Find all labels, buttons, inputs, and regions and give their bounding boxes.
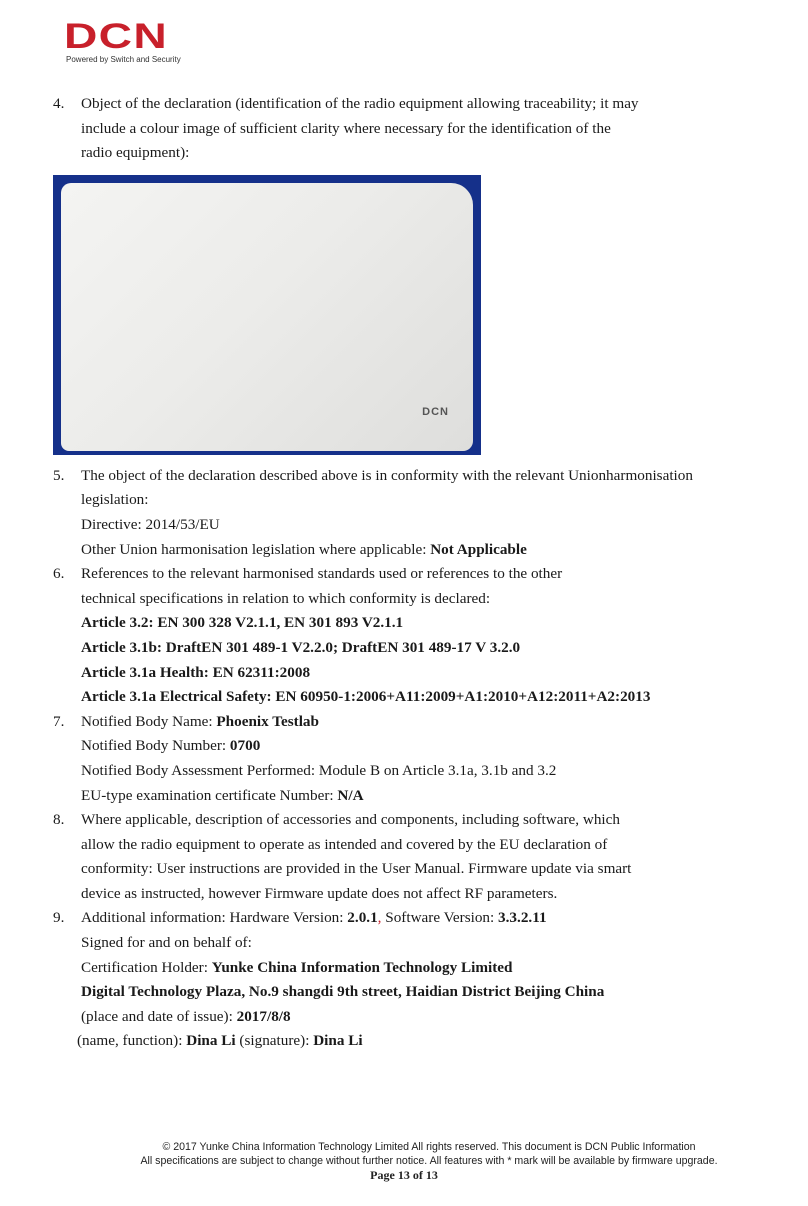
article-standard: Article 3.1a Electrical Safety: EN 60950-1:2006+A11:2009+A1:2010+A12:2011+A2:2013 (81, 688, 651, 706)
item-number: 5. (53, 466, 65, 484)
copyright-line: © 2017 Yunke China Information Technology Limited All rights reserved. This document is DCN Public Information (162, 1141, 696, 1153)
text-line: The object of the declaration described above is in conformity with the relevant Unionharmonisation (81, 466, 693, 484)
text-line: conformity: User instructions are provided in the User Manual. Firmware update via smart (81, 860, 632, 878)
item-6 (53, 562, 763, 710)
name-signature: (name, function): Dina Li (signature): Dina Li (77, 1032, 363, 1050)
article-standard: Article 3.1a Health: EN 62311:2008 (81, 663, 311, 681)
page-footer (0, 1141, 808, 1183)
text-line: Object of the declaration (identification of the radio equipment allowing traceability; it may (81, 95, 639, 112)
holder-address: Digital Technology Plaza, No.9 shangdi 9th street, Haidian District Beijing China (81, 983, 605, 1001)
article-standard: Article 3.2: EN 300 328 V2.1.1, EN 301 893 V2.1.1 (81, 614, 404, 632)
other-legislation-value: Not Applicable (430, 540, 527, 558)
logo-tagline: Powered by Switch and Security (66, 55, 181, 64)
text-line: Where applicable, description of accessories and components, including software, which (81, 811, 620, 829)
other-legislation-label: Other Union harmonisation legislation where applicable: (81, 540, 431, 558)
page-number: Page 13 of 13 (370, 1168, 438, 1182)
item-number: 6. (53, 565, 65, 583)
assessment-performed: Notified Body Assessment Performed: Module B on Article 3.1a, 3.1b and 3.2 (81, 761, 557, 779)
disclaimer-line: All specifications are subject to change without further notice. All features with * mark will be available by firmware upgrade. (140, 1154, 718, 1167)
declaration-body (53, 92, 763, 1054)
item-number: 8. (53, 811, 65, 829)
item-8 (53, 808, 763, 906)
directive: Directive: 2014/53/EU (81, 515, 220, 533)
notified-body-number: Notified Body Number: 0700 (81, 737, 261, 755)
text-line: include a colour image of sufficient clarity where necessary for the identification of the (81, 119, 611, 137)
place-date-of-issue: (place and date of issue): 2017/8/8 (81, 1007, 291, 1025)
text-line: allow the radio equipment to operate as intended and covered by the EU declaration of (81, 835, 608, 853)
item-4 (53, 92, 763, 166)
device-logo: DCN (422, 406, 449, 419)
item-number: 4. (53, 95, 65, 112)
item-number: 9. (53, 909, 65, 927)
text-line: legislation: (81, 491, 149, 509)
access-point-device (61, 183, 473, 451)
certification-holder: Certification Holder: Yunke China Information Technology Limited (81, 958, 513, 976)
certificate-number: EU-type examination certificate Number: N/A (81, 786, 364, 804)
item-7 (53, 710, 763, 808)
article-standard: Article 3.1b: DraftEN 301 489-1 V2.2.0; DraftEN 301 489-17 V 3.2.0 (81, 638, 521, 656)
text-line: References to the relevant harmonised standards used or references to the other (81, 565, 563, 583)
item-number: 7. (53, 712, 65, 730)
notified-body-name: Notified Body Name: Phoenix Testlab (81, 712, 319, 730)
version-info: Additional information: Hardware Version: 2.0.1, Software Version: 3.3.2.11 (81, 909, 547, 927)
item-5 (53, 464, 763, 562)
other-legislation (81, 538, 763, 563)
item-9 (53, 906, 763, 1054)
text-line: radio equipment): (81, 144, 190, 162)
text-line: device as instructed, however Firmware update does not affect RF parameters. (81, 884, 558, 902)
signed-on-behalf: Signed for and on behalf of: (81, 934, 252, 952)
logo-wordmark: DCN (64, 17, 169, 56)
dcn-logo (64, 17, 196, 68)
product-photo (53, 175, 481, 455)
text-line: technical specifications in relation to which conformity is declared: (81, 589, 491, 607)
